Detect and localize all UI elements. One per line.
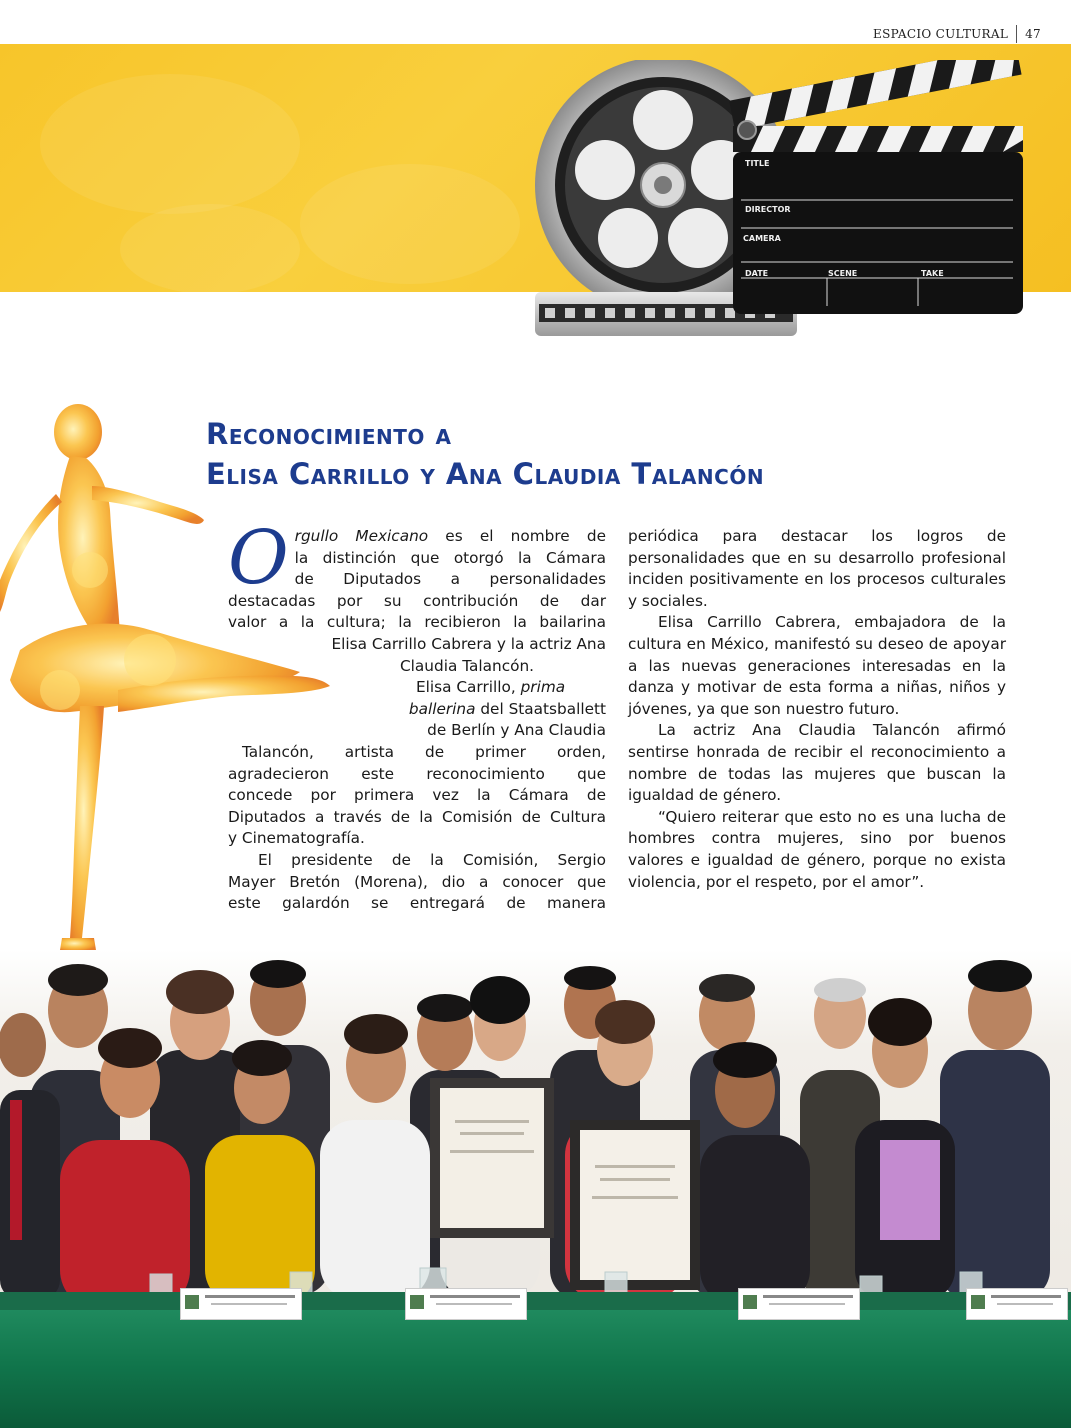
text-line: la distinción que otorgó la Cámara xyxy=(294,548,606,567)
clapper-title-label: TITLE xyxy=(745,159,770,168)
text-line: Diputados a través de la Comisión de Cultura xyxy=(228,807,606,826)
text-line: Talancón, artista de primer orden, xyxy=(242,742,606,761)
name-placard xyxy=(405,1288,527,1320)
clapper-date-label: DATE xyxy=(745,269,769,278)
table-edge xyxy=(0,1292,1071,1310)
text-line: este galardón se entregará de manera xyxy=(228,894,606,913)
paragraph: Elisa Carrillo Cabrera, embajadora de la cultura en México, manifestó su deseo de apoyar a las nuevas generaciones interesadas en la danza y motivar de esta forma a niñas, niños y jóvenes, ya que son nuestro futuro. xyxy=(628,613,1006,718)
title-line-1: Reconocimiento a xyxy=(206,417,452,451)
paragraph: periódica para destacar los logros de personalidades que en su desarrollo profesional inciden positivamente en los procesos culturales y sociales. xyxy=(628,527,1006,610)
article-title xyxy=(206,414,1026,494)
text-line: Mayer Bretón (Morena), dio a conocer que xyxy=(228,872,606,891)
page-header xyxy=(873,22,1041,46)
clapper-camera-label: CAMERA xyxy=(743,234,781,243)
text-line: El presidente de la Comisión, Sergio xyxy=(258,850,606,869)
page-number: 47 xyxy=(1025,27,1041,41)
section-name: ESPACIO CULTURAL xyxy=(873,27,1009,41)
text-line: agradecieron este reconocimiento que xyxy=(228,764,606,783)
text-line: valor a la cultura; la recibieron la bailarina xyxy=(228,613,606,632)
paragraph: “Quiero reiterar que esto no es una lucha de hombres contra mujeres, sino por buenos valores e igualdad de género, porque no exista violencia, por el respeto, por el amor”. xyxy=(628,807,1006,891)
green-tablecloth xyxy=(0,1310,1071,1428)
text-line: de Berlín y Ana Claudia xyxy=(427,721,606,740)
clapper-scene-label: SCENE xyxy=(828,269,858,278)
name-placard xyxy=(966,1288,1068,1320)
text-line: ballerina del Staatsballett xyxy=(408,699,606,718)
clapper-director-label: DIRECTOR xyxy=(745,205,791,214)
name-placard xyxy=(180,1288,302,1320)
article-column-left xyxy=(228,515,606,915)
text-line: Elisa Carrillo, prima xyxy=(416,678,566,697)
clapper-take-label: TAKE xyxy=(921,269,944,278)
text-line: Claudia Talancón. xyxy=(400,656,535,675)
text-line: rgullo Mexicano es el nombre de xyxy=(294,527,606,545)
text-line: de Diputados a personalidades xyxy=(294,570,606,589)
drop-cap: O xyxy=(228,515,289,601)
text-line: concede por primera vez la Cámara de xyxy=(228,786,606,805)
text-line: Elisa Carrillo Cabrera y la actriz Ana xyxy=(331,634,606,653)
film-reel-clapperboard-illustration xyxy=(525,60,1035,350)
article-column-right xyxy=(628,526,1006,893)
text-line: y Cinematografía. xyxy=(228,829,365,848)
text-line: destacadas por su contribución de dar xyxy=(228,591,606,610)
paragraph: La actriz Ana Claudia Talancón afirmó sentirse honrada de recibir el reconocimiento a nombre de todas las mujeres que buscan la igualdad de género. xyxy=(628,721,1006,805)
name-placard xyxy=(738,1288,860,1320)
title-line-2: Elisa Carrillo y Ana Claudia Talancón xyxy=(206,457,765,491)
header-divider xyxy=(1016,25,1017,43)
